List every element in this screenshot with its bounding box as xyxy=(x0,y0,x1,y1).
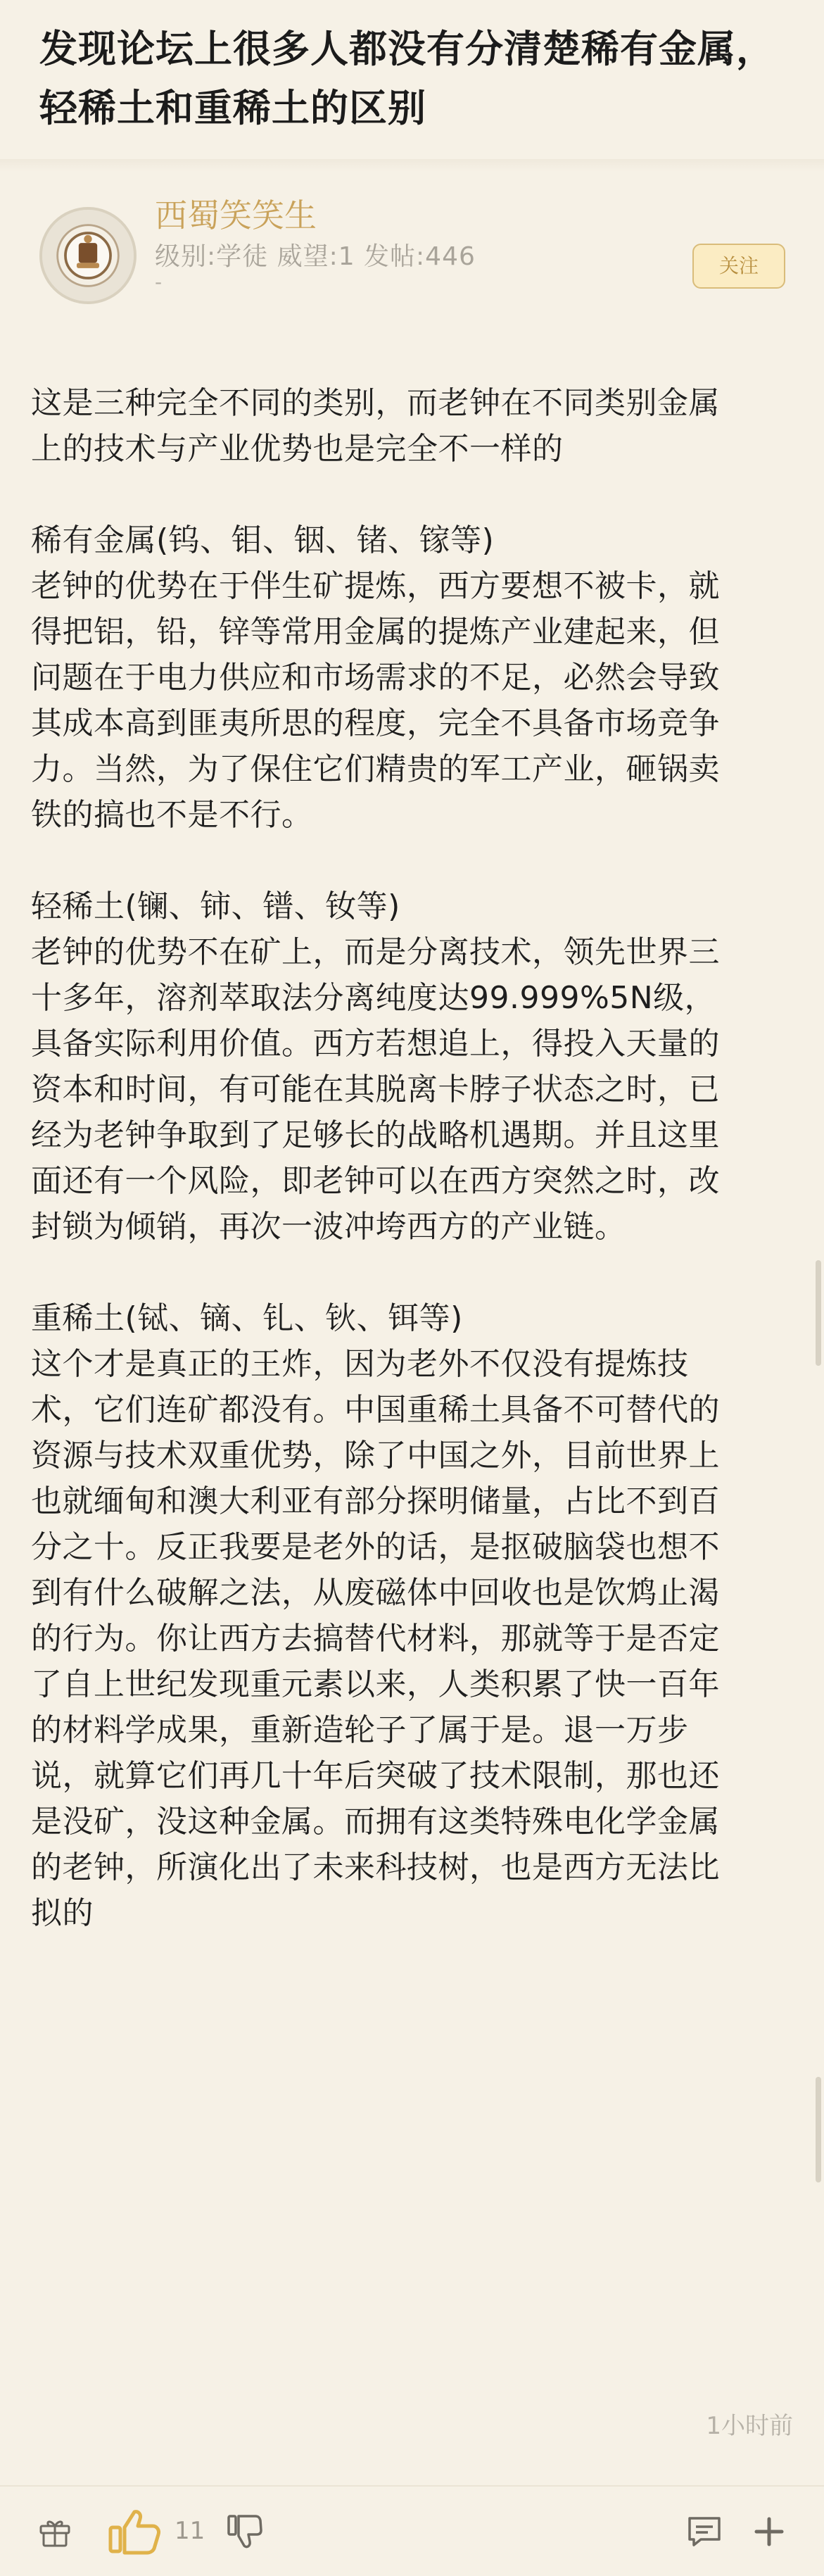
gift-icon xyxy=(37,2513,73,2550)
paragraph-gap xyxy=(31,1250,791,1295)
post-timestamp: 1小时前 xyxy=(706,2412,793,2440)
thumbs-up-icon xyxy=(106,2506,163,2557)
more-button[interactable] xyxy=(744,2505,794,2558)
plus-icon xyxy=(752,2515,786,2549)
author-row xyxy=(39,194,785,307)
action-bar xyxy=(0,2485,824,2576)
follow-button[interactable]: 关注 xyxy=(692,244,785,289)
like-count: 11 xyxy=(175,2517,205,2545)
heavy-rare-earth-paragraph: 这个才是真正的王炸，因为老外不仅没有提炼技 术，它们连矿都没有。中国重稀土具备不可替代的 资源与技术双重优势，除了中国之外，目前世界上 也就缅甸和澳大利亚有部分探明储量，占比不到百 分之十。反正我要是老外的话，是抠破脑袋也想不 到有什么破解之法，从废磁体中回收也是饮鸩止渴 的行为。你让西方去搞替代材料，那就等于是否定 了自上世纪发现重元素以来，人类积累了快一百年 的材料学成果，重新造轮子了属于是。退一万步 说，就算它们再几十年后突破了技术限制，那也还 是没矿，没这种金属。而拥有这类特殊电化学金属 的老钟，所演化出了未来科技树，也是西方无法比 拟的 xyxy=(31,1346,720,1931)
intro-paragraph: 这是三种完全不同的类别，而老钟在不同类别金属 上的技术与产业优势也是完全不一样的 xyxy=(31,385,720,467)
dislike-button[interactable] xyxy=(220,2505,269,2558)
scrollbar-thumb[interactable] xyxy=(816,2077,821,2182)
post-title: 发现论坛上很多人都没有分清楚稀有金属，轻稀土和重稀土的区别 xyxy=(39,27,775,130)
author-signature: - xyxy=(155,270,163,294)
header-divider xyxy=(0,159,824,172)
paragraph-gap xyxy=(31,472,791,517)
rare-metal-heading: 稀有金属(钨、钼、铟、锗、镓等) xyxy=(31,522,495,558)
rare-metal-paragraph: 老钟的优势在于伴生矿提炼，西方要想不被卡，就 得把铝，铅，锌等常用金属的提炼产业建起来，但 问题在于电力供应和市场需求的不足，必然会导致 其成本高到匪夷所思的程度，完全不具备市场竞争 力。当然，为了保住它们精贵的军工产业，砸锅卖 铁的搞也不是不行。 xyxy=(31,568,720,833)
post-content xyxy=(31,380,791,1936)
light-rare-earth-paragraph: 老钟的优势不在矿上，而是分离技术，领先世界三 十多年，溶剂萃取法分离纯度达99.999%5N级， 具备实际利用价值。西方若想追上，得投入天量的 资本和时间，有可能在其脱离卡脖子状态之时，已 经为老钟争取到了足够长的战略机遇期。并且这里 面还有一个风险，即老钟可以在西方突然之时，改 封锁为倾销，再次一波冲垮西方的产业链。 xyxy=(31,934,720,1245)
author-meta: 级别:学徒 威望:1 发帖:446 xyxy=(155,242,476,271)
author-name[interactable]: 西蜀笑笑生 xyxy=(155,196,317,234)
like-button[interactable] xyxy=(103,2505,166,2558)
comment-button[interactable] xyxy=(680,2505,729,2558)
comment-icon xyxy=(685,2514,723,2549)
paragraph-gap xyxy=(31,838,791,884)
gift-button[interactable] xyxy=(28,2505,82,2558)
avatar-image xyxy=(42,210,134,301)
heavy-rare-earth-heading: 重稀土(铽、镝、钆、钬、铒等) xyxy=(31,1300,463,1336)
thumbs-down-icon xyxy=(224,2512,264,2551)
light-rare-earth-heading: 轻稀土(镧、铈、镨、钕等) xyxy=(31,888,400,924)
scrollbar-thumb[interactable] xyxy=(816,1260,821,1366)
avatar[interactable] xyxy=(39,207,137,304)
